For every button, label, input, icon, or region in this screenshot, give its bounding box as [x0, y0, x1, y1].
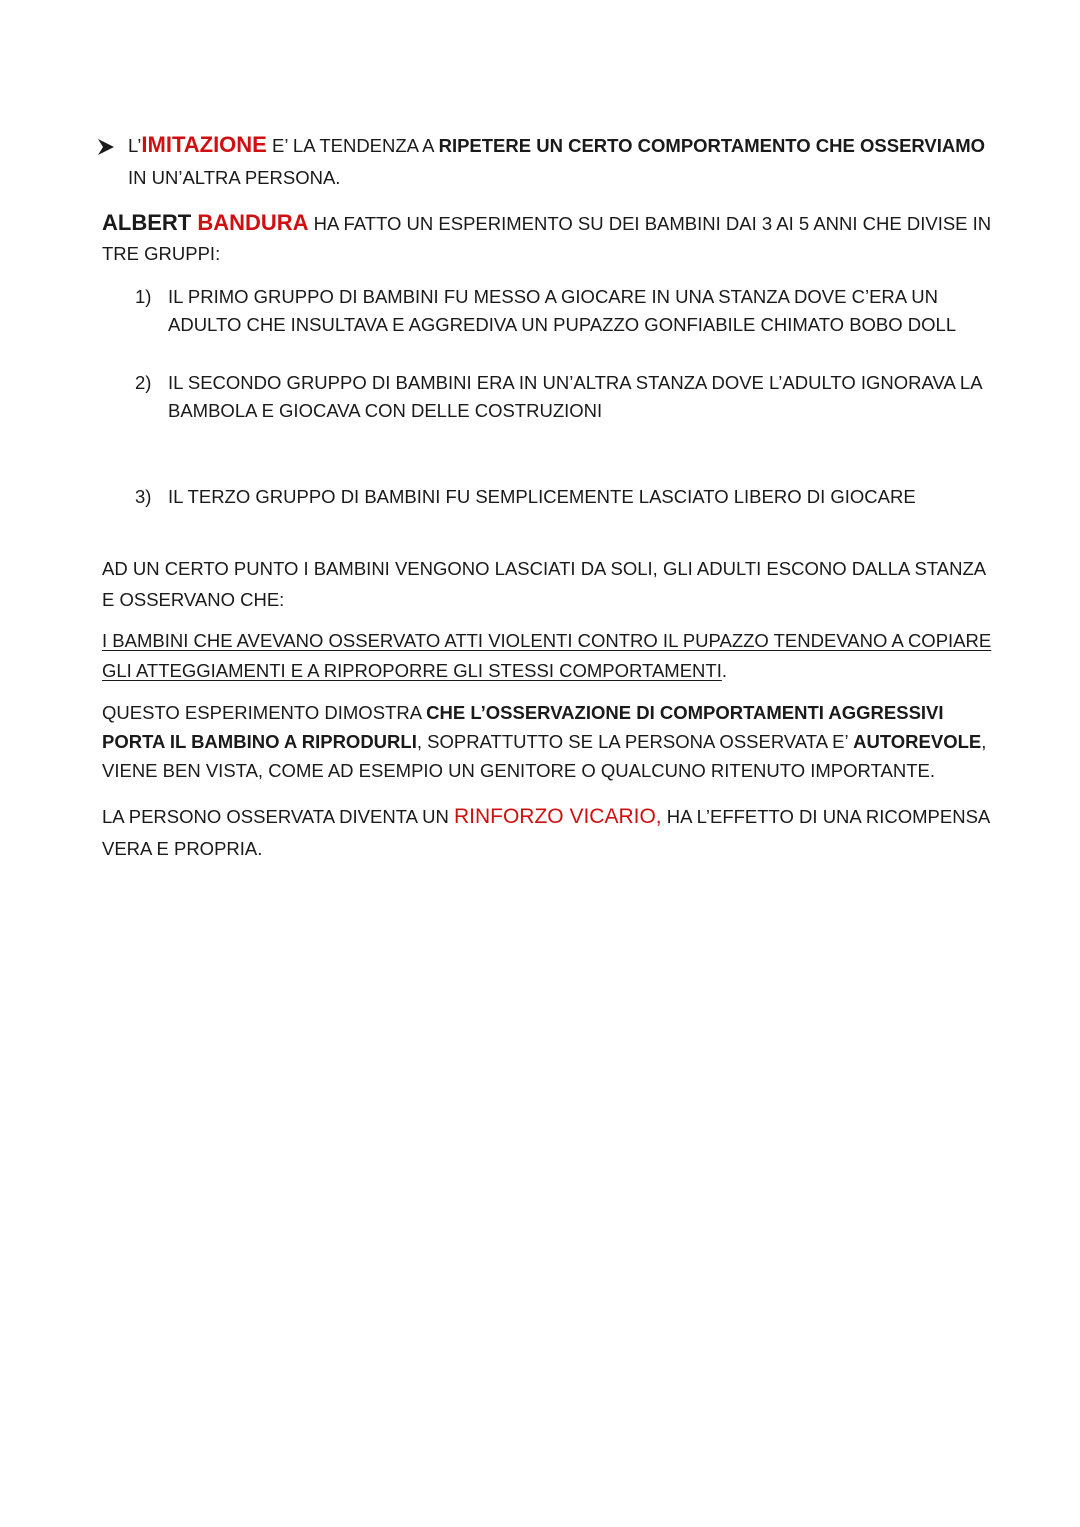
- group-2-line-2: BAMBOLA E GIOCAVA CON DELLE COSTRUZIONI: [168, 400, 603, 421]
- imitazione-line-1: L’IMITAZIONE E’ LA TENDENZA A RIPETERE UN CERTO COMPORTAMENTO CHE OSSERVIAMO: [128, 132, 986, 157]
- group-1-number: 1): [135, 286, 152, 307]
- arrow-bullet-icon: [96, 137, 116, 157]
- para2-line-2: GLI ATTEGGIAMENTI E A RIPROPORRE GLI STESSI COMPORTAMENTI.: [102, 660, 727, 681]
- para4-line-1: LA PERSONO OSSERVATA DIVENTA UN RINFORZO VICARIO, HA L’EFFETTO DI UNA RICOMPENSA: [102, 805, 991, 828]
- group-1-line-1: IL PRIMO GRUPPO DI BAMBINI FU MESSO A GIOCARE IN UNA STANZA DOVE C’ERA UN: [168, 286, 938, 307]
- group-1-line-2: ADULTO CHE INSULTAVA E AGGREDIVA UN PUPAZZO GONFIABILE CHIMATO BOBO DOLL: [168, 314, 957, 335]
- group-3-line-1: IL TERZO GRUPPO DI BAMBINI FU SEMPLICEMENTE LASCIATO LIBERO DI GIOCARE: [168, 486, 916, 507]
- group-2-number: 2): [135, 372, 152, 393]
- bandura-line-1: ALBERT BANDURA HA FATTO UN ESPERIMENTO SU DEI BAMBINI DAI 3 AI 5 ANNI CHE DIVISE IN: [102, 210, 992, 235]
- para3-line-2: PORTA IL BAMBINO A RIPRODURLI, SOPRATTUTTO SE LA PERSONA OSSERVATA E’ AUTOREVOLE,: [102, 731, 987, 752]
- group-2-line-1: IL SECONDO GRUPPO DI BAMBINI ERA IN UN’ALTRA STANZA DOVE L’ADULTO IGNORAVA LA: [168, 372, 983, 393]
- group-3-number: 3): [135, 486, 152, 507]
- rinforzo-vicario-term: RINFORZO VICARIO,: [453, 805, 662, 828]
- para4-line-2: VERA E PROPRIA.: [102, 838, 263, 859]
- para3-line-1: QUESTO ESPERIMENTO DIMOSTRA CHE L’OSSERVAZIONE DI COMPORTAMENTI AGGRESSIVI: [102, 702, 944, 723]
- para2-line-1: I BAMBINI CHE AVEVANO OSSERVATO ATTI VIOLENTI CONTRO IL PUPAZZO TENDEVANO A COPIARE: [102, 630, 992, 651]
- bandura-line-2: TRE GRUPPI:: [102, 243, 221, 264]
- imitazione-term: IMITAZIONE: [141, 132, 267, 157]
- imitazione-line-2: IN UN’ALTRA PERSONA.: [128, 167, 341, 188]
- para3-line-3: VIENE BEN VISTA, COME AD ESEMPIO UN GENITORE O QUALCUNO RITENUTO IMPORTANTE.: [102, 760, 935, 781]
- para1-line-1: AD UN CERTO PUNTO I BAMBINI VENGONO LASCIATI DA SOLI, GLI ADULTI ESCONO DALLA STANZA: [102, 558, 987, 579]
- bandura-name: BANDURA: [197, 210, 309, 235]
- para1-line-2: E OSSERVANO CHE:: [102, 589, 285, 610]
